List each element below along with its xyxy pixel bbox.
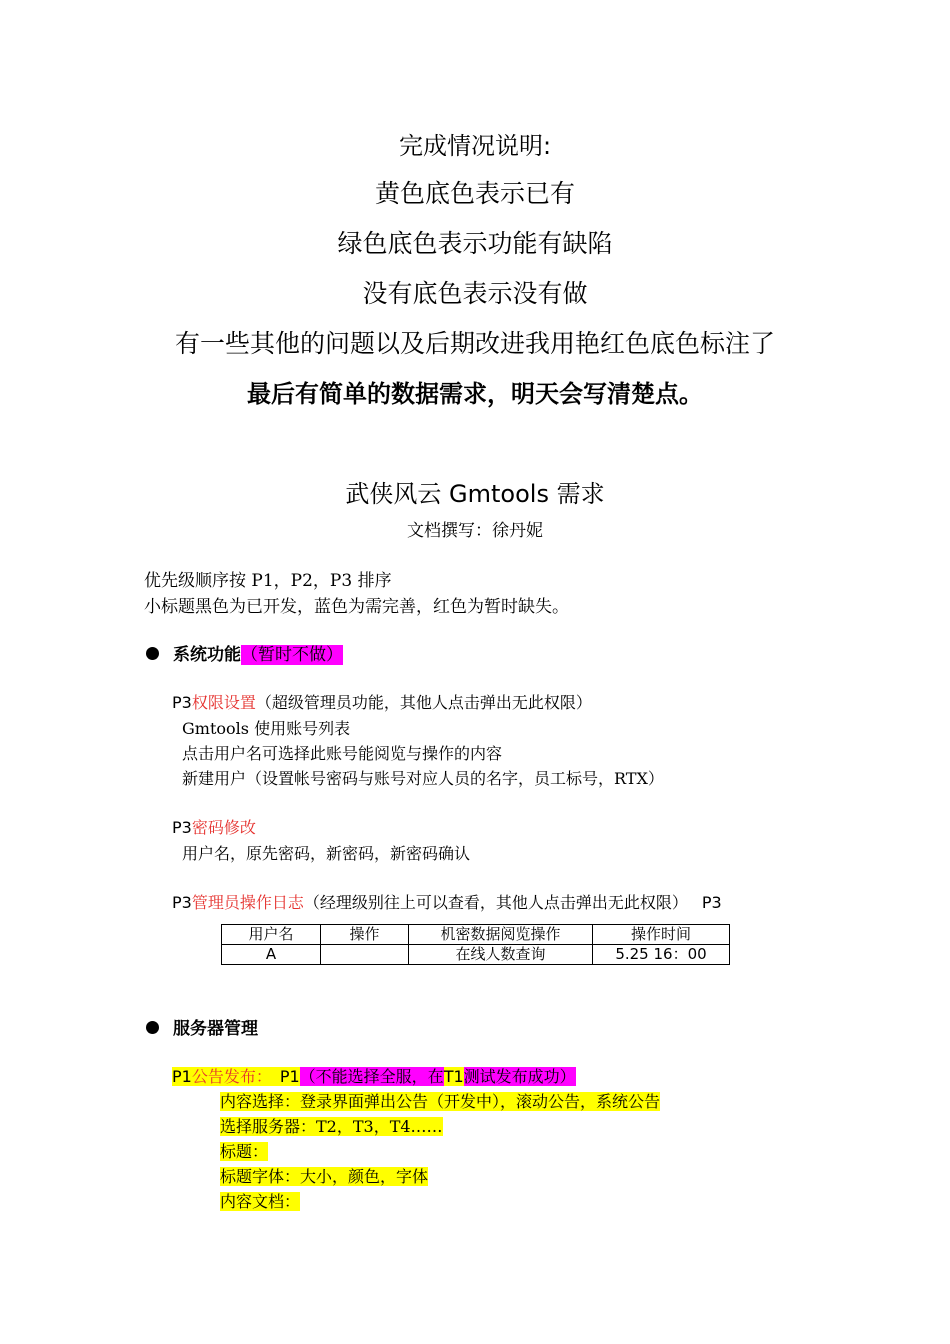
section-server-title: 服务器管理 — [173, 1019, 258, 1039]
admin-log-table — [221, 924, 730, 965]
announce-priority: P1 — [172, 1067, 192, 1086]
announce-item-text: 选择服务器：T2，T3，T4…… — [220, 1117, 443, 1136]
announce-note-t1: T1 — [443, 1067, 464, 1086]
section-server-heading — [146, 1014, 258, 1039]
table-cell: A — [222, 945, 321, 965]
table-header: 用户名 — [222, 925, 321, 945]
announce-title: 公告发布： — [191, 1067, 272, 1086]
admin-log-note: （经理级别往上可以查看，其他人点击弹出无此权限） — [303, 893, 688, 912]
perm-heading — [172, 690, 592, 713]
perm-priority: P3 — [172, 693, 192, 712]
announce-note: （不能选择全服，在 — [299, 1067, 444, 1086]
announce-item — [220, 1114, 443, 1137]
announce-item-text: 内容文档： — [220, 1192, 301, 1211]
color-note: 小标题黑色为已开发，蓝色为需完善，红色为暂时缺失。 — [144, 597, 569, 617]
announce-heading — [172, 1064, 576, 1087]
table-cell: 5.25 16：00 — [593, 945, 730, 965]
admin-log-trailing-priority: P3 — [701, 893, 722, 912]
section-system-heading — [146, 640, 343, 665]
password-priority: P3 — [172, 818, 192, 837]
bullet-icon — [146, 1021, 159, 1034]
priority-note: 优先级顺序按 P1，P2，P3 排序 — [144, 571, 392, 591]
intro-line-green: 绿色底色表示功能有缺陷 — [337, 229, 613, 258]
password-item: 用户名，原先密码，新密码，新密码确认 — [182, 844, 471, 863]
section-system-title: 系统功能 — [173, 645, 241, 665]
announce-item-text: 内容选择：登录界面弹出公告（开发中），滚动公告，系统公告 — [220, 1092, 661, 1111]
password-heading — [172, 815, 256, 838]
doc-title: 武侠风云 Gmtools 需求 — [345, 480, 605, 508]
announce-item — [220, 1164, 428, 1187]
intro-line-none: 没有底色表示没有做 — [362, 279, 588, 308]
intro-line-yellow: 黄色底色表示已有 — [374, 179, 575, 208]
announce-item — [220, 1189, 300, 1212]
table-cell: 在线人数查询 — [409, 945, 593, 965]
admin-log-priority: P3 — [172, 893, 192, 912]
announce-item — [220, 1089, 660, 1112]
table-header: 操作 — [321, 925, 409, 945]
table-header: 操作时间 — [593, 925, 730, 945]
announce-item — [220, 1139, 268, 1162]
admin-log-title: 管理员操作日志 — [191, 893, 304, 912]
table-header: 机密数据阅览操作 — [409, 925, 593, 945]
password-title: 密码修改 — [191, 818, 256, 837]
section-system-note: （暂时不做） — [241, 645, 343, 665]
intro-line-data: 最后有简单的数据需求，明天会写清楚点。 — [247, 380, 703, 408]
announce-item-text: 标题： — [220, 1142, 269, 1161]
bullet-icon — [146, 647, 159, 660]
announce-priority-2: P1 — [272, 1067, 300, 1086]
table-cell — [321, 945, 409, 965]
perm-item: Gmtools 使用账号列表 — [182, 719, 351, 738]
announce-item-text: 标题字体：大小，颜色，字体 — [220, 1167, 429, 1186]
intro-title: 完成情况说明: — [398, 132, 552, 160]
admin-log-heading — [172, 890, 722, 913]
table-row — [222, 945, 730, 965]
perm-note: （超级管理员功能，其他人点击弹出无此权限） — [255, 693, 592, 712]
perm-title: 权限设置 — [191, 693, 256, 712]
table-header-row — [222, 925, 730, 945]
intro-line-red: 有一些其他的问题以及后期改进我用艳红色底色标注了 — [174, 329, 775, 358]
perm-item: 点击用户名可选择此账号能阅览与操作的内容 — [182, 744, 503, 763]
doc-author: 文档撰写：徐丹妮 — [407, 521, 543, 541]
announce-note-end: 测试发布成功） — [463, 1067, 576, 1086]
perm-item: 新建用户（设置帐号密码与账号对应人员的名字，员工标号，RTX） — [182, 769, 664, 788]
